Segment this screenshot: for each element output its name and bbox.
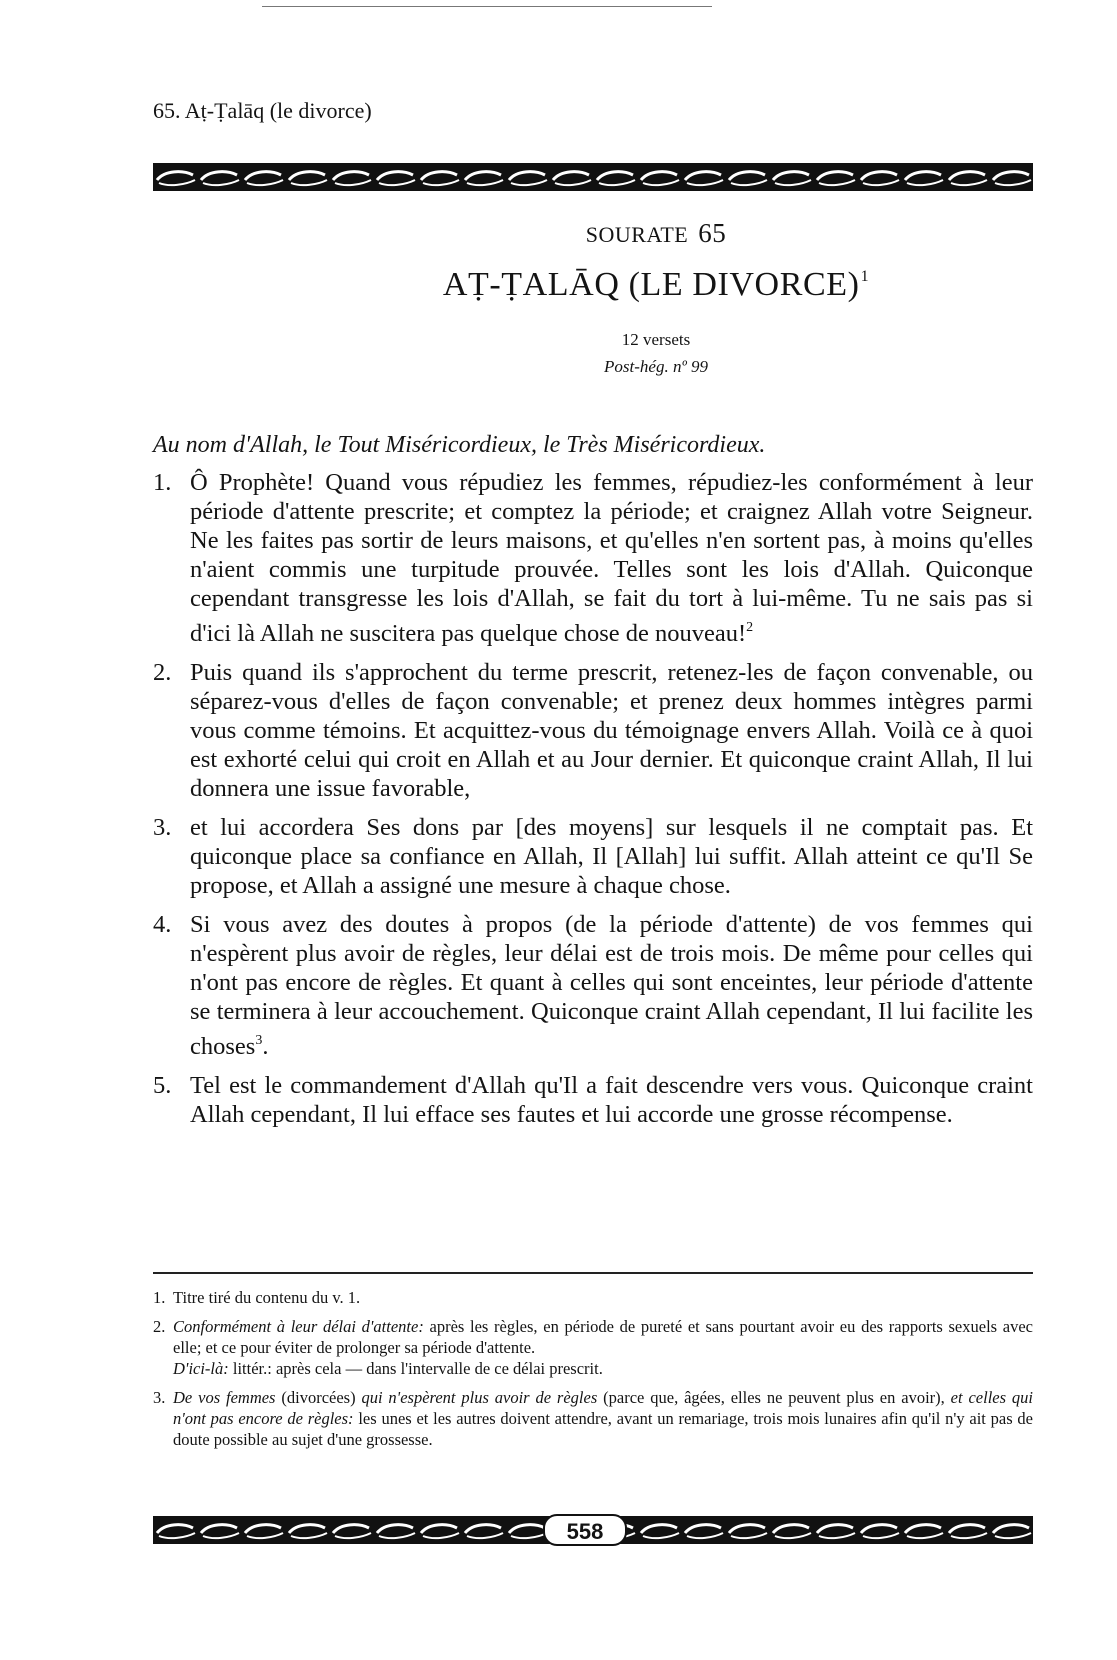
verse-text-container [190, 468, 1033, 648]
verse-text: Si vous avez des doutes à propos (de la période d'attente) de vos femmes qui n'espèrent plus avoir de règles, leur délai est de trois mois. De même pour celles qui n'ont pas encore de règles. Et quant à celles qui sont enceintes, leur période d'attente se terminera à leur accouchement. Quiconque craint Allah cependant, Il lui facilite les choses [190, 911, 1033, 1060]
running-header: 65. Aṭ-Ṭalāq (le divorce) [153, 98, 372, 123]
footnote-term: et celles qui n'ont pas encore de règles: [173, 1388, 1033, 1428]
verse-number: 3. [153, 814, 172, 841]
footnote-term: D'ici-là: [173, 1359, 229, 1378]
surah-number: 65 [698, 218, 727, 248]
footnote-term: Conformément à leur délai d'attente: [173, 1317, 424, 1336]
top-rule [262, 6, 712, 7]
verse-4 [153, 910, 1033, 1061]
ornamental-border-top [153, 163, 1033, 191]
verse-text: Tel est le commandement d'Allah qu'Il a fait descendre vers vous. Quiconque craint Allah cependant, Il lui efface ses fautes et lui accorde une grosse récompense. [190, 1072, 1033, 1128]
surah-label-text: SOURATE [585, 222, 689, 247]
footnote-2 [153, 1316, 1033, 1379]
footnote-term: De vos femmes [173, 1388, 276, 1407]
footnote-divider [153, 1272, 1033, 1274]
footnote-explanation: après les règles, en période de pureté et sans pourtant avoir eu des rapports sexuels avec elle; et ce pour éviter de prolonger sa période d'attente. [173, 1317, 1033, 1357]
verse-text: Puis quand ils s'approchent du terme prescrit, retenez-les de façon convenable, ou séparez-vous d'elles de façon convenable; et prenez deux hommes intègres parmi vous comme témoins. Et acquittez-vous du témoignage envers Allah. Voilà ce à quoi est exhorté celui qui croit en Allah et au Jour dernier. Et quiconque craint Allah, Il lui donnera une issue favorable, [190, 659, 1033, 802]
revelation-period: Post-hég. nº 99 [604, 357, 708, 376]
verse-5 [153, 1071, 1033, 1129]
verse-text: Ô Prophète! Quand vous répudiez les femmes, répudiez-les conformément à leur période d'attente prescrite; et comptez la période; et craignez Allah votre Seigneur. Ne les faites pas sortir de leurs maisons, et qu'elles n'en sortent pas, à moins qu'elles n'aient commis une turpitude prouvée. Telles sont les lois d'Allah. Quiconque cependant transgresse les lois d'Allah, se fait du tort à lui-même. Tu ne sais pas si d'ici là Allah ne suscitera pas quelque chose de nouveau! [190, 469, 1033, 647]
footnote-text [173, 1387, 1033, 1450]
footnote-text: Titre tiré du contenu du v. 1. [173, 1288, 361, 1307]
verse-number: 4. [153, 911, 172, 938]
surah-title [0, 266, 1117, 304]
footnote-explanation: les unes et les autres doivent attendre, avant un remariage, trois mois lunaires afin qu'il n'y ait pas de doute possible au sujet d'une grossesse. [173, 1409, 1033, 1449]
footnote-ref: 2 [746, 620, 754, 635]
verse-text: et lui accordera Ses dons par [des moyens] sur lesquels il ne comptait pas. Et quiconque place sa confiance en Allah, Il [Allah] lui suffit. Allah atteint ce qu'Il Se propose, et Allah a assigné une mesure à chaque chose. [190, 814, 1033, 899]
footnote-1 [153, 1287, 1033, 1308]
verse-count: 12 versets [621, 330, 691, 349]
footnote-ref: 3 [255, 1033, 263, 1048]
footnote-term: qui n'espèrent plus avoir de règles [361, 1388, 598, 1407]
verse-number: 2. [153, 659, 172, 686]
footnote-3 [153, 1387, 1033, 1450]
verse-3 [153, 813, 1033, 900]
footnote-text [173, 1316, 1033, 1379]
verse-2 [153, 658, 1033, 803]
footnote-explanation: (divorcées) [275, 1388, 362, 1407]
verse-1 [153, 468, 1033, 648]
footnote-number: 1. [153, 1288, 166, 1307]
footnotes [153, 1287, 1033, 1458]
footnote-number: 2. [153, 1317, 166, 1336]
verse-text-suffix: . [262, 1033, 269, 1060]
verse-text-container [190, 910, 1033, 1061]
verse-number: 5. [153, 1072, 172, 1099]
surah-title-footnote-ref: 1 [860, 268, 870, 285]
footnote-number: 3. [153, 1388, 166, 1407]
surah-title-text: AṬ-ṬALĀQ (LE DIVORCE) [442, 266, 860, 303]
footnote-explanation: littér.: après cela — dans l'intervalle de ce délai prescrit. [228, 1359, 603, 1378]
basmala: Au nom d'Allah, le Tout Miséricordieux, le Très Miséricordieux. [153, 432, 766, 458]
surah-label [0, 218, 1117, 249]
page-number: 558 [543, 1514, 627, 1546]
verse-list [153, 468, 1033, 1139]
verse-number: 1. [153, 469, 172, 496]
footnote-explanation: (parce que, âgées, elles ne peuvent plus en avoir), [597, 1388, 951, 1407]
